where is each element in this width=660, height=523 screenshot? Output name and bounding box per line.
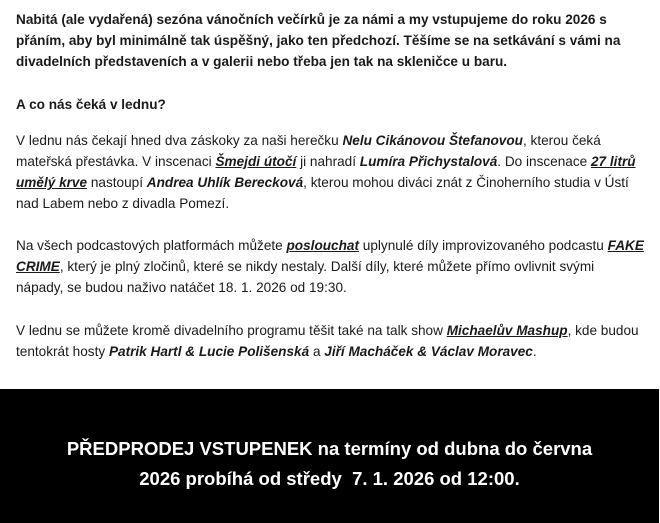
section-heading: A co nás čeká v lednu? xyxy=(16,97,166,112)
text: , kterou čeká mateřská přestávka. V inscenaci xyxy=(16,133,601,169)
text: , kde budou tentokrát hosty xyxy=(16,323,639,359)
actor-name: Lumíra Přichystalová xyxy=(359,154,498,169)
text: , který je plný zločinů, které se nikdy nestaly. Další díly, které můžete přímo ovlivnit svými nápady, se budou naživo natáčet 18. 1. 2026 od 19:30. xyxy=(16,259,595,295)
intro-paragraph: Nabitá (ale vydařená) sezóna vánočních večírků je za námi a my vstupujeme do roku 2026 s přáním, aby byl minimálně tak úspěšný, jako ten předchozí. Těšíme se na setkávání s vámi na divadelních představeních a v galerii nebo třeba jen tak na skleničce u baru. xyxy=(16,12,621,69)
text: V lednu nás čekají hned dva záskoky za naši herečku xyxy=(16,133,343,148)
guests-name: Jiří Macháček & Václav Moravec xyxy=(324,344,533,359)
text: Na všech podcastových platformách můžete xyxy=(16,238,287,253)
show-link-smejdi-utoci[interactable]: Šmejdi útočí xyxy=(215,154,297,169)
text: V lednu se můžete kromě divadelního programu těšit také na talk show xyxy=(16,323,447,338)
actress-name: Nelu Cikánovou Štefanovou xyxy=(342,133,523,148)
text: uplynulé díly improvizovaného podcastu xyxy=(359,238,608,253)
text: ji nahradí xyxy=(296,154,360,169)
text: . Do inscenace xyxy=(497,154,591,169)
january-cast-paragraph xyxy=(0,130,660,214)
text: , kterou mohou diváci znát z Činoherního studia v Ústí nad Labem nebo z divadla Pomezí. xyxy=(16,175,629,211)
show-link-27-litru[interactable]: 27 litrů umělý krve xyxy=(16,154,636,190)
text: . xyxy=(532,344,537,359)
podcast-paragraph xyxy=(0,235,660,298)
banner-line-2: 2026 probíhá od středy 7. 1. 2026 od 12:00. xyxy=(139,468,520,489)
actor-name: Andrea Uhlík Berecková xyxy=(146,175,304,190)
talk-show-paragraph xyxy=(0,320,660,362)
michaeluv-mashup-link[interactable]: Michaelův Mashup xyxy=(446,323,568,338)
listen-link[interactable]: poslouchat xyxy=(286,238,360,253)
fake-crime-link[interactable]: FAKE CRIME xyxy=(16,238,644,274)
text: nastoupí xyxy=(87,175,147,190)
guests-name: Patrik Hartl & Lucie Polišenská xyxy=(108,344,310,359)
text: a xyxy=(309,344,325,359)
banner-line-1: PŘEDPRODEJ VSTUPENEK na termíny od dubna do června xyxy=(66,438,593,459)
presale-banner-text xyxy=(0,434,659,494)
